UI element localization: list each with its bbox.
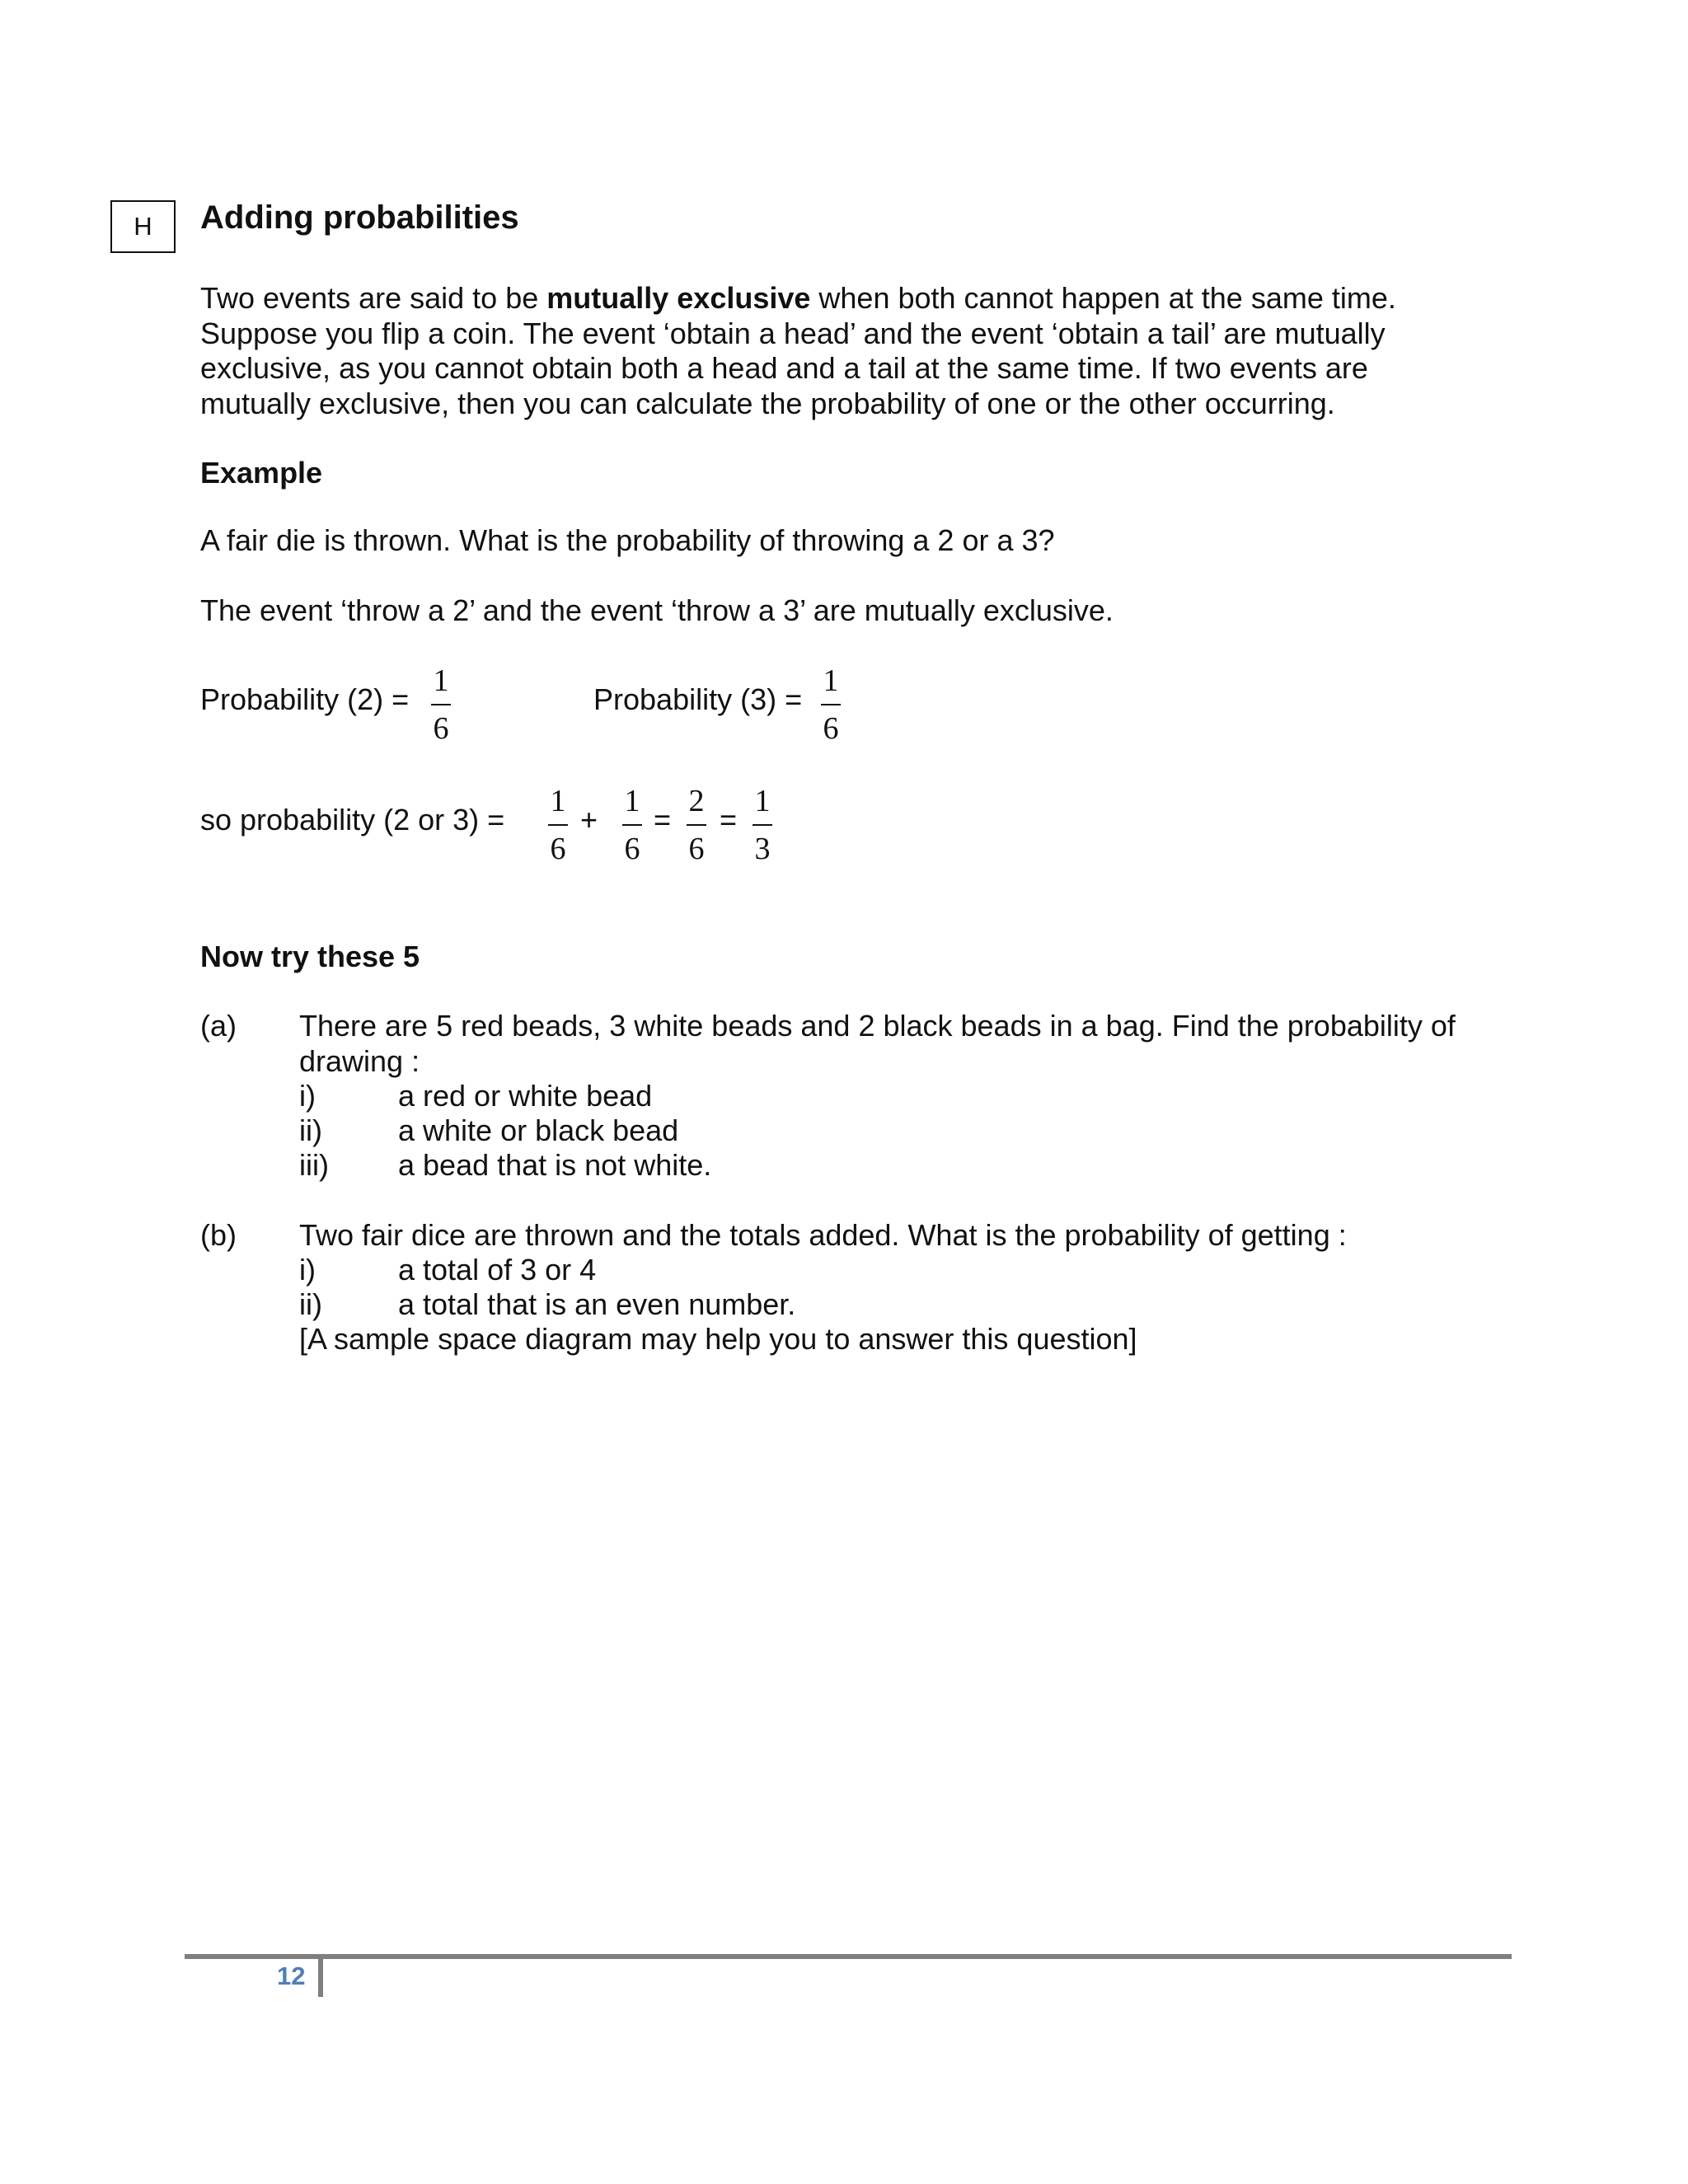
question-b-text: Two fair dice are thrown and the totals added. What is the probability of getting :	[299, 1218, 1347, 1252]
fraction-denominator: 6	[688, 832, 705, 866]
fraction-bar	[753, 824, 772, 826]
intro-text-rest: when both cannot happen at the same time. Suppose you flip a coin. The event ‘obtain a head’ and the event ‘obtain a tail’ are mutually exclusive, as you cannot obtain both a head and a tail at the same time. If two events are mutually exclusive, then you can calculate the probability of one or the other occurring.	[200, 281, 1396, 420]
sum-fraction-d	[750, 781, 775, 869]
fraction-numerator: 1	[433, 663, 449, 698]
sum-fraction-c	[684, 781, 709, 869]
footer-divider-tick	[318, 1954, 323, 1997]
sum-fraction-a	[546, 781, 570, 869]
fraction-numerator: 1	[624, 784, 640, 818]
example-question: A fair die is thrown. What is the probability of throwing a 2 or a 3?	[200, 523, 1055, 557]
fraction-numerator: 1	[754, 784, 771, 818]
equals-sign: =	[720, 803, 738, 837]
exercise-heading: Now try these 5	[200, 940, 420, 973]
question-a-part-1-text: a red or white bead	[398, 1079, 653, 1113]
tier-badge	[110, 200, 176, 253]
question-a-label: (a)	[200, 1009, 237, 1043]
fraction-bar	[622, 824, 642, 826]
fraction-bar	[821, 704, 841, 705]
fraction-denominator: 3	[754, 832, 771, 866]
question-a-part-1-num: i)	[299, 1079, 316, 1113]
question-b-part-1-num: i)	[299, 1253, 316, 1286]
question-b-part-2-num: ii)	[299, 1287, 322, 1321]
fraction-bar	[687, 824, 706, 826]
footer-rule	[185, 1954, 1512, 1959]
probability-3-label: Probability (3) =	[593, 682, 803, 716]
example-heading: Example	[200, 456, 323, 490]
question-a-part-3-num: iii)	[299, 1148, 329, 1182]
question-b-label: (b)	[200, 1218, 237, 1252]
fraction-denominator: 6	[624, 832, 640, 866]
fraction-denominator: 6	[823, 711, 839, 746]
fraction-denominator: 6	[433, 711, 449, 746]
intro-bold-term: mutually exclusive	[546, 281, 811, 315]
question-a-part-2-text: a white or black bead	[398, 1113, 679, 1147]
question-a-part-2-num: ii)	[299, 1113, 322, 1147]
page-number: 12	[277, 1961, 306, 1990]
plus-sign: +	[580, 803, 598, 837]
question-b-part-1-text: a total of 3 or 4	[398, 1253, 597, 1286]
page-title: Adding probabilities	[200, 199, 519, 236]
question-b-note: [A sample space diagram may help you to answer this question]	[299, 1322, 1137, 1356]
probability-3-fraction	[818, 661, 843, 748]
fraction-bar	[548, 824, 568, 826]
sum-fraction-b	[620, 781, 645, 869]
fraction-numerator: 1	[550, 784, 566, 818]
question-b-part-2-text: a total that is an even number.	[398, 1287, 796, 1321]
equals-sign: =	[654, 803, 672, 837]
sum-label: so probability (2 or 3) =	[200, 803, 505, 837]
example-statement: The event ‘throw a 2’ and the event ‘throw a 3’ are mutually exclusive.	[200, 593, 1114, 627]
tier-badge-label: H	[134, 212, 152, 241]
fraction-bar	[431, 704, 451, 705]
intro-paragraph	[200, 281, 1486, 421]
question-a-part-3-text: a bead that is not white.	[398, 1148, 712, 1182]
fraction-numerator: 2	[688, 784, 705, 818]
probability-2-label: Probability (2) =	[200, 682, 410, 716]
probability-2-fraction	[429, 661, 453, 748]
fraction-numerator: 1	[823, 663, 839, 698]
intro-text-start: Two events are said to be	[200, 281, 547, 315]
question-a-text: There are 5 red beads, 3 white beads and 2 black beads in a bag. Find the probability of drawing :	[299, 1009, 1456, 1078]
fraction-denominator: 6	[550, 832, 566, 866]
